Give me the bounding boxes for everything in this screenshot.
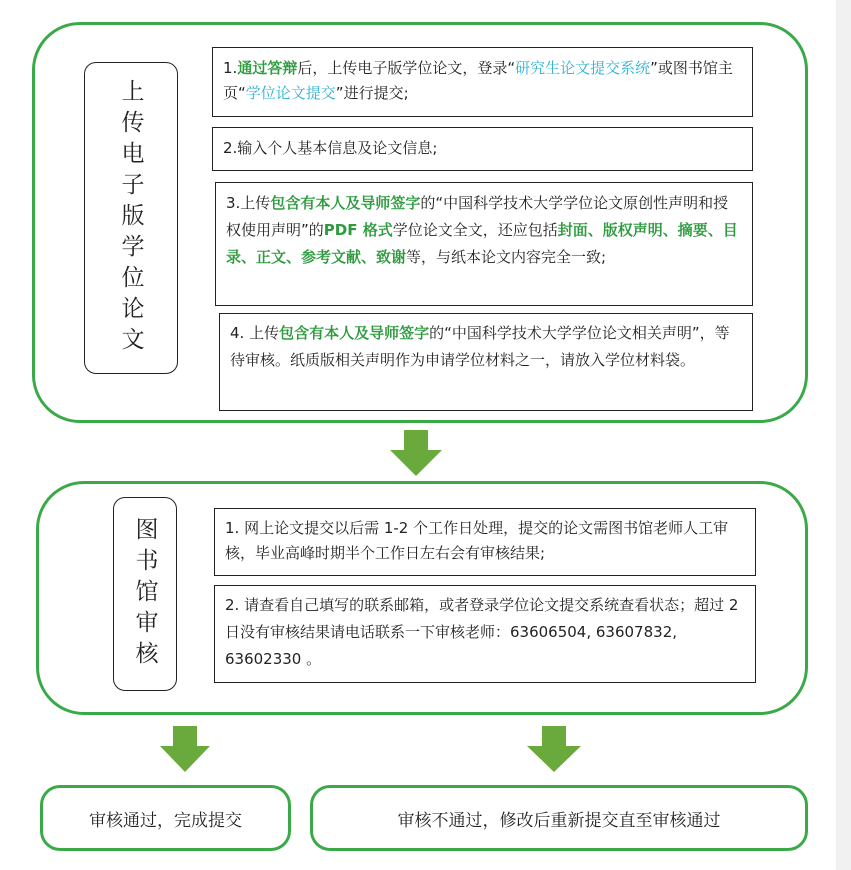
outcome-fail xyxy=(310,785,808,851)
upload-step-4: 4. 上传包含有本人及导师签字的“中国科学技术大学学位论文相关声明”，等待审核。纸质版相关声明作为申请学位材料之一，请放入学位材料袋。 xyxy=(219,313,753,411)
upload-step-2: 2.输入个人基本信息及论文信息; xyxy=(212,127,753,171)
upload-section-label-text: 上传电子版学位论文 xyxy=(117,78,144,358)
upload-step-1: 1.通过答辩后，上传电子版学位论文，登录“研究生论文提交系统”或图书馆主页“学位论文提交”进行提交; xyxy=(212,47,753,117)
outcome-fail-text: 审核不通过，修改后重新提交直至审核通过 xyxy=(397,810,721,831)
page-margin-strip xyxy=(836,0,851,870)
outcome-pass xyxy=(40,785,291,851)
upload-section-label xyxy=(84,62,178,374)
review-step-2: 2. 请查看自己填写的联系邮箱，或者登录学位论文提交系统查看状态；超过 2 日没有审核结果请电话联系一下审核老师：63606504, 63607832, 63602330 。 xyxy=(214,585,756,683)
down-arrow-icon xyxy=(390,430,442,476)
down-arrow-left-icon xyxy=(160,726,210,772)
upload-step-3: 3.上传包含有本人及导师签字的“中国科学技术大学学位论文原创性声明和授权使用声明”的PDF 格式学位论文全文，还应包括封面、版权声明、摘要、目录、正文、参考文献、致谢等，与纸本论文内容完全一致; xyxy=(215,182,753,306)
review-section-label xyxy=(113,497,177,691)
review-step-1: 1. 网上论文提交以后需 1-2 个工作日处理，提交的论文需图书馆老师人工审核，毕业高峰时期半个工作日左右会有审核结果; xyxy=(214,508,756,576)
down-arrow-right-icon xyxy=(527,726,581,772)
outcome-pass-text: 审核通过，完成提交 xyxy=(89,810,242,831)
review-section-label-text: 图书馆审核 xyxy=(131,516,158,672)
